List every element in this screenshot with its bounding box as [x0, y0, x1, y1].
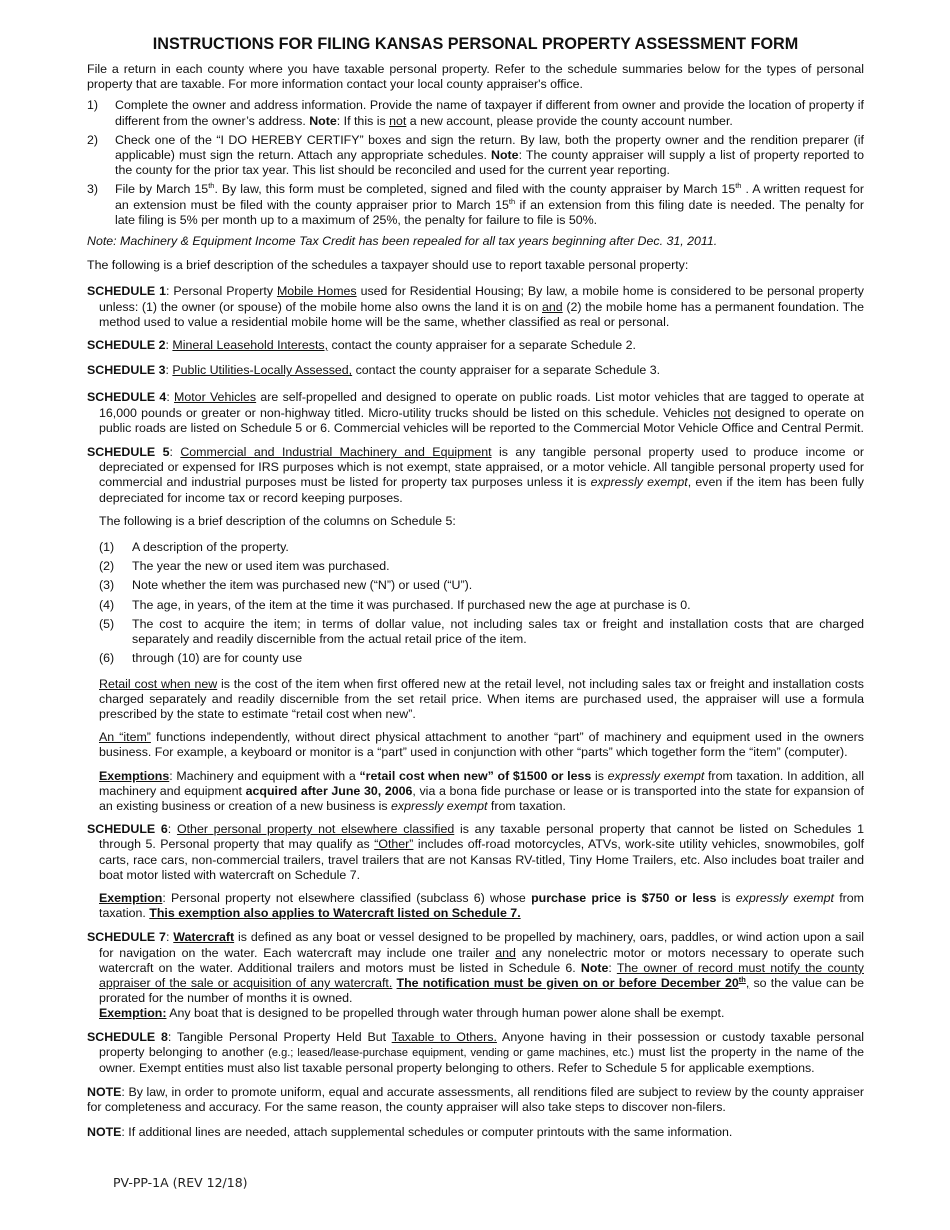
- schedule-5: SCHEDULE 5: Commercial and Industrial Machinery and Equipment is any tangible personal property used to produce income or depreciated or expensed for IRS purposes which is not exempt, state appraised, or a motor vehicle. All tangible personal property used for commercial and industrial purposes must be listed for property tax purposes unless it is expressly exempt, even if the item has been fully depreciated for income tax or record keeping purposes.: [87, 445, 864, 505]
- schedule-5-columns-list: [87, 540, 864, 666]
- intro-paragraph: File a return in each county where you have taxable personal property. Refer to the schedule summaries below for the types of personal property that are taxable. For more information contact your local county appraiser's office.: [87, 62, 864, 92]
- step-2: [87, 133, 864, 179]
- step-text: Check one of the “I DO HEREBY CERTIFY” boxes and sign the return. By law, both the property owner and the rendition preparer (if applicable) must sign the return. Attach any appropriate schedules. Note: The county appraiser will supply a list of property reported to the county for the prior tax year. This list should be reconciled and used for the current year reporting.: [115, 132, 864, 178]
- item-definition: An “item” functions independently, without direct physical attachment to another “part” of machinery and equipment used in the owners business. For example, a keyboard or monitor is a “part” used in conjunction with other “parts” which together form the “item” (computer).: [99, 730, 864, 760]
- schedule-3: SCHEDULE 3: Public Utilities-Locally Assessed, contact the county appraiser for a separate Schedule 3.: [87, 363, 661, 378]
- step-text: Complete the owner and address information. Provide the name of taxpayer if different from owner and provide the location of property if different from the owner’s address. Note: If this is not a new account, please provide the county account number.: [115, 98, 864, 128]
- schedule-2: SCHEDULE 2: Mineral Leasehold Interests, contact the county appraiser for a separate Schedule 2.: [87, 338, 636, 353]
- schedules-intro: The following is a brief description of the schedules a taxpayer should use to report taxable personal property:: [87, 258, 689, 273]
- step-1: [87, 98, 864, 128]
- machinery-note: Note: Machinery & Equipment Income Tax Credit has been repealed for all tax years beginning after Dec. 31, 2011.: [87, 234, 718, 249]
- list-item: (6) through (10) are for county use: [99, 651, 303, 666]
- retail-cost-definition: Retail cost when new is the cost of the item when first offered new at the retail level, not including sales tax or freight and installation costs charged separately and readily discernible from the set retail price. When items are purchased used, the appraiser will use a formula prescribed by the state to estimate “retail cost when new”.: [99, 676, 864, 721]
- step-number: 2): [87, 132, 99, 147]
- schedule-8: SCHEDULE 8: Tangible Personal Property Held But Taxable to Others. Anyone having in their possession or custody taxable personal property belonging to another (e.g.; leased/lease-purchase equipment, vending or game machines, etc.) must list the property in the name of the owner. Exempt entities must also list taxable personal property belonging to others. Refer to Schedule 5 for applicable exemptions.: [87, 1029, 865, 1075]
- list-item: (4) The age, in years, of the item at the time it was purchased. If purchased new the age at purchase is 0.: [99, 597, 691, 612]
- schedule-7: SCHEDULE 7: Watercraft is defined as any boat or vessel designed to be propelled by machinery, oars, paddles, or wind action upon a sail for navigation on the water. Each watercraft may include one trailer and any nonelectric motor or motors necessary to operate such watercraft on the water. Additional trailers and motors must be listed in Schedule 6. Note: The owner of record must notify the county appraiser of the sale or acquisition of any watercraft. The notification must be given on or before December 20th, so the value can be prorated for the number of months it is owned.: [87, 930, 865, 1006]
- schedule-1: SCHEDULE 1: Personal Property Mobile Homes used for Residential Housing; By law, a mobile home is considered to be personal property unless: (1) the owner (or spouse) of the mobile home also owns the land it is on and (2) the mobile home has a permanent foundation. The method used to value a residential mobile home will be the same, whether classified as real or personal.: [87, 284, 864, 329]
- note-review: NOTE: By law, in order to promote uniform, equal and accurate assessments, all renditions filed are subject to review by the county appraiser for completeness and accuracy. For the same reason, the county appraiser will also take steps to discover non-filers.: [87, 1085, 864, 1115]
- page-title: INSTRUCTIONS FOR FILING KANSAS PERSONAL PROPERTY ASSESSMENT FORM: [152, 35, 799, 53]
- schedule-6-exemption: Exemption: Personal property not elsewhere classified (subclass 6) whose purchase price is $750 or less is expressly exempt from taxation. This exemption also applies to Watercraft listed on Schedule 7.: [99, 890, 864, 921]
- list-item: (5) The cost to acquire the item; in terms of dollar value, not including sales tax or freight and installation costs that are charged separately and readily discernible from the actual retail price of the item.: [99, 616, 864, 647]
- schedule-5-exemptions: Exemptions: Machinery and equipment with a “retail cost when new” of $1500 or less is expressly exempt from taxation. In addition, all machinery and equipment acquired after June 30, 2006, via a bona fide purchase or lease or is transported into the state for expansion of an existing business or creation of a new business is expressly exempt from taxation.: [99, 768, 864, 813]
- form-number: PV-PP-1A (REV 12/18): [113, 1175, 248, 1190]
- step-number: 3): [87, 182, 99, 197]
- step-text: File by March 15th. By law, this form must be completed, signed and filed with the county appraiser by March 15th . A written request for an extension must be filed with the county appraiser prior to March 15th if an extension from this filing date is needed. The penalty for late filing is 5% per month up to a maximum of 25%, the penalty for failure to file is 50%.: [115, 181, 864, 227]
- schedule-4: SCHEDULE 4: Motor Vehicles are self-propelled and designed to operate on public roads. List motor vehicles that are tagged to operate at 16,000 pounds or greater or non-highway titled. Micro-utility trucks should be listed on this schedule. Vehicles not designed to operate on public roads are listed on Schedule 5 or 6. Commercial vehicles will be reported to the Commercial Motor Vehicle Office and Central Permit.: [87, 390, 864, 435]
- note-additional-lines: NOTE: If additional lines are needed, attach supplemental schedules or computer printouts with the same information.: [87, 1124, 733, 1139]
- list-item: (3) Note whether the item was purchased new (“N”) or used (“U”).: [99, 578, 473, 593]
- list-item: (2) The year the new or used item was purchased.: [99, 559, 390, 574]
- schedule-5-columns-intro: The following is a brief description of the columns on Schedule 5:: [99, 513, 456, 528]
- schedule-7-exemption: Exemption: Any boat that is designed to be propelled through water through human power alone shall be exempt.: [99, 1006, 725, 1021]
- step-3: [87, 182, 864, 228]
- list-item: (1) A description of the property.: [99, 540, 289, 555]
- schedule-6: SCHEDULE 6: Other personal property not elsewhere classified is any taxable personal property that cannot be listed on Schedules 1 through 5. Personal property that may qualify as “Other” includes off-road motorcycles, ATVs, work-site utility vehicles, snowmobiles, golf carts, race cars, non-commercial trailers, travel trailers that are not Kansas RV-titled, Tiny Home Trailers, etc. Also includes boat trailer and boat motor listed with watercraft on Schedule 7.: [87, 822, 865, 882]
- step-number: 1): [87, 98, 99, 113]
